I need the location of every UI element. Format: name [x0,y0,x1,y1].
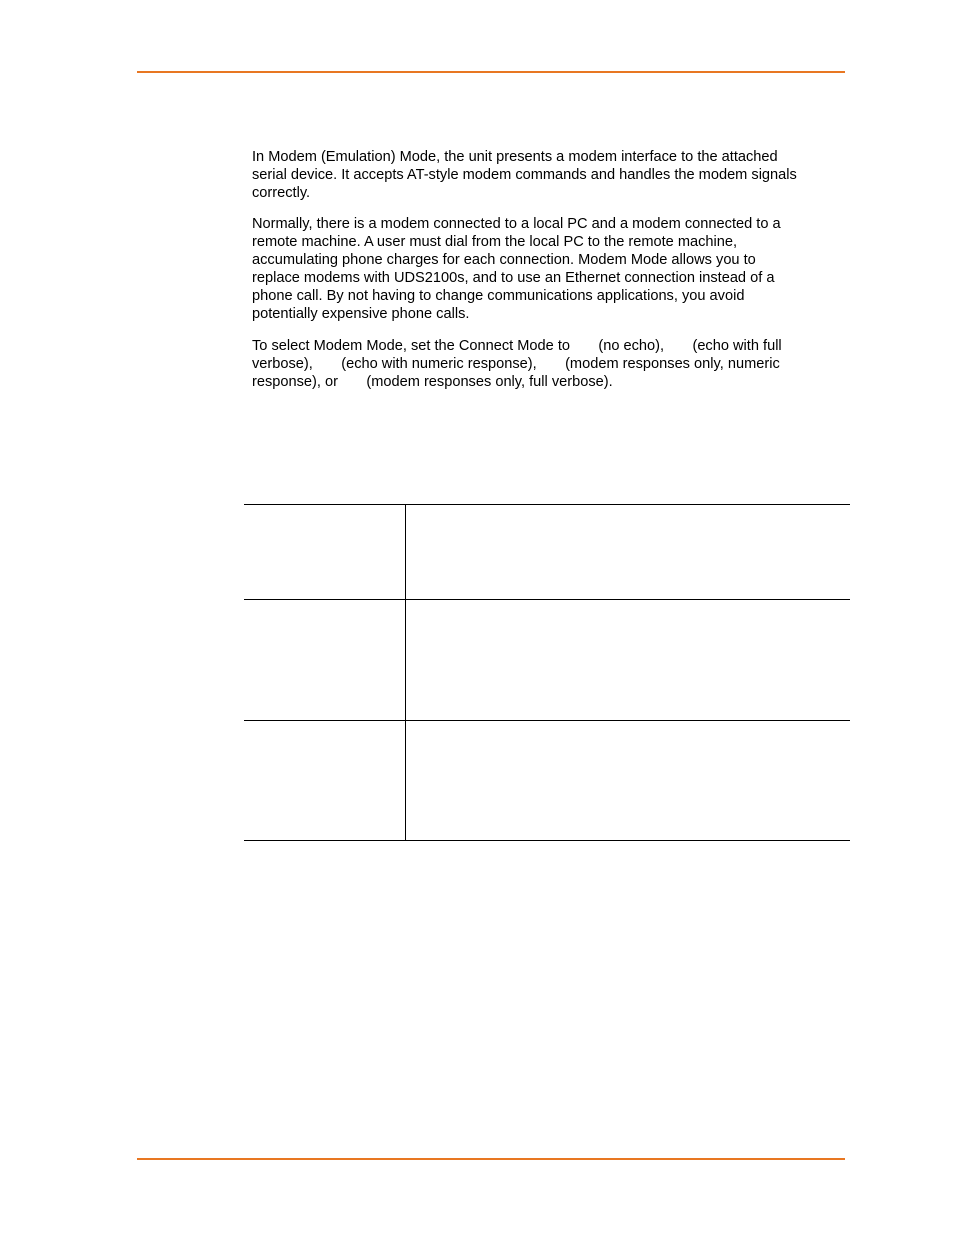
footer-rule [137,1158,845,1160]
paragraph-modem-usage [252,215,852,323]
text-line: Normally, there is a modem connected to a local PC and a modem connected to a [252,216,781,232]
text-line: response), or (modem responses only, full verbose). [252,374,613,390]
table-cell-left [244,505,406,599]
text-line: potentially expensive phone calls. [252,306,470,322]
table-row [244,720,850,840]
text-line: In Modem (Emulation) Mode, the unit presents a modem interface to the attached [252,149,778,165]
text-line: serial device. It accepts AT-style modem commands and handles the modem signals [252,167,797,183]
text-line: remote machine. A user must dial from the local PC to the remote machine, [252,234,738,250]
table-cell-left [244,600,406,720]
table-cell-right [406,721,850,840]
header-rule [137,71,845,73]
text-line: replace modems with UDS2100s, and to use an Ethernet connection instead of a [252,270,775,286]
table-cell-right [406,505,850,599]
text-line: verbose), (echo with numeric response), (modem responses only, numeric [252,356,780,372]
table-cell-right [406,600,850,720]
paragraph-select-modem-mode [252,337,852,391]
paragraph-modem-emulation [252,148,852,202]
table-row [244,599,850,720]
table-cell-left [244,721,406,840]
text-line: accumulating phone charges for each connection. Modem Mode allows you to [252,252,756,268]
text-line: correctly. [252,185,311,201]
text-line: To select Modem Mode, set the Connect Mode to (no echo), (echo with full [252,338,782,354]
table-row [244,505,850,599]
text-line: phone call. By not having to change communications applications, you avoid [252,288,745,304]
modem-commands-table [244,504,850,841]
